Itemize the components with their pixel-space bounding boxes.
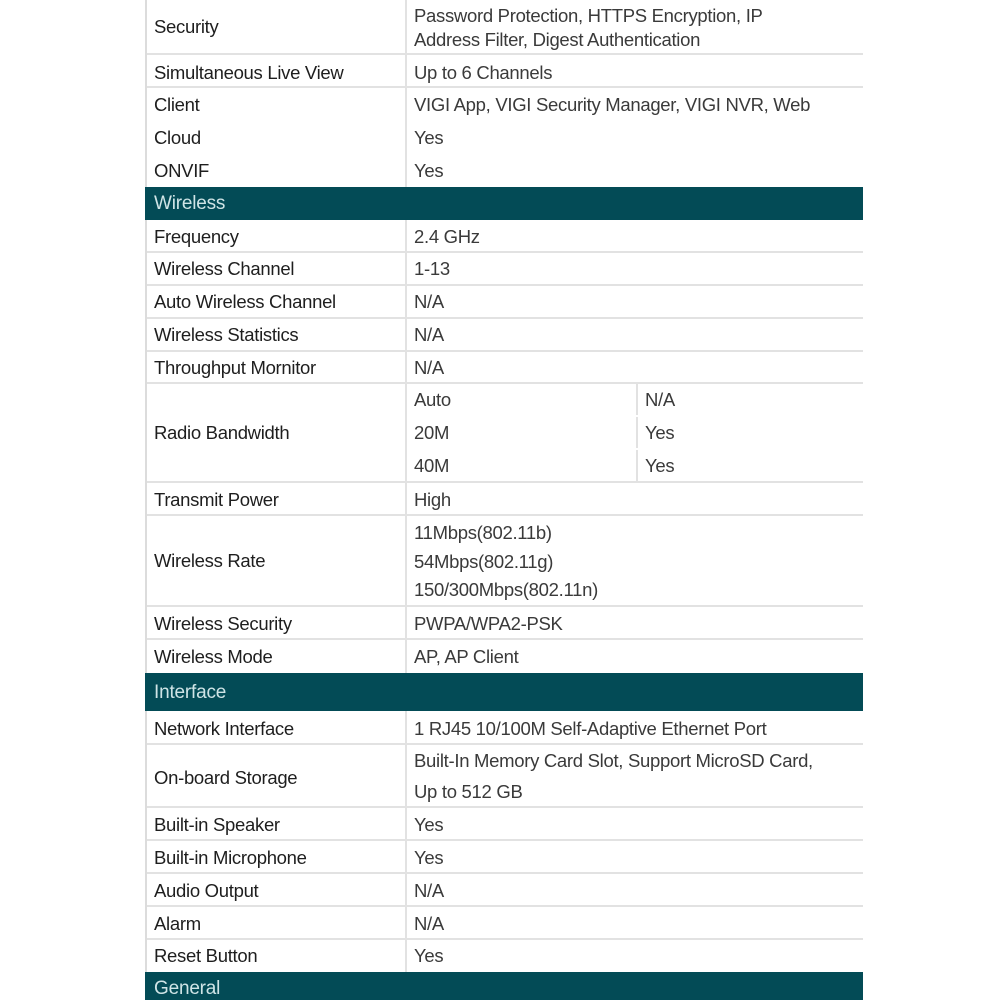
spec-value: Yes: [414, 945, 444, 966]
bandwidth-value: N/A: [645, 389, 675, 410]
spec-row-network-interface: [147, 711, 863, 745]
spec-label: Wireless Mode: [154, 646, 273, 667]
spec-label: ONVIF: [154, 160, 210, 181]
spec-value-cell: [405, 55, 553, 86]
spec-row-radio-bandwidth: [147, 384, 863, 483]
spec-label: On-board Storage: [154, 767, 298, 788]
spec-value: High: [414, 489, 451, 510]
spec-label: Audio Output: [154, 880, 259, 901]
spec-row-wireless-mode: [147, 640, 863, 673]
spec-value-cell: [405, 88, 811, 121]
spec-label: Client: [154, 94, 200, 115]
spec-value: Yes: [414, 847, 444, 868]
spec-row-wireless-channel: [147, 253, 863, 286]
bandwidth-mode: 20M: [414, 422, 450, 443]
spec-value: Yes: [414, 814, 444, 835]
spec-row-frequency: [147, 220, 863, 253]
spec-value-cell: [405, 841, 444, 872]
spec-value: 1-13: [414, 258, 450, 279]
bandwidth-value-cell: [636, 384, 675, 415]
spec-label: Wireless Rate: [154, 550, 266, 571]
spec-row-builtin-microphone: [147, 841, 863, 874]
section-title: Wireless: [154, 193, 226, 214]
spec-value-line: 150/300Mbps(802.11n): [414, 579, 598, 600]
bandwidth-value-cell: [636, 417, 675, 448]
spec-row-wireless-rate: [147, 516, 863, 607]
spec-value: N/A: [414, 357, 444, 378]
spec-value-cell: [405, 154, 444, 187]
section-header-interface: [145, 673, 863, 711]
spec-value-line: Address Filter, Digest Authentication: [414, 29, 701, 50]
spec-value-cell: [405, 384, 675, 481]
spec-value: Yes: [414, 160, 444, 181]
section-header-general: [145, 972, 863, 1000]
spec-value: N/A: [414, 324, 444, 345]
spec-label: Reset Button: [154, 945, 258, 966]
spec-row-onboard-storage: [147, 745, 863, 808]
spec-value-line: Built-In Memory Card Slot, Support MicroSD Card,: [414, 750, 813, 771]
spec-label: Simultaneous Live View: [154, 62, 344, 83]
spec-value: N/A: [414, 291, 444, 312]
spec-value-line: 11Mbps(802.11b): [414, 522, 552, 543]
spec-value-cell: [405, 253, 450, 284]
spec-value-cell: [405, 483, 451, 514]
spec-value: Yes: [414, 127, 444, 148]
spec-label: Security: [154, 16, 219, 37]
spec-label: Cloud: [154, 127, 201, 148]
spec-value-cell: [405, 940, 444, 972]
spec-row-alarm: [147, 907, 863, 940]
spec-row-transmit-power: [147, 483, 863, 516]
spec-label: Alarm: [154, 913, 201, 934]
spec-value-cell: [405, 874, 444, 905]
spec-value-cell: [405, 319, 444, 350]
spec-value-cell: [405, 907, 444, 938]
spec-value: N/A: [414, 880, 444, 901]
spec-row-auto-wireless-channel: [147, 286, 863, 319]
spec-value-line: Up to 512 GB: [414, 781, 523, 802]
spec-value-line: 54Mbps(802.11g): [414, 551, 554, 572]
bandwidth-value: Yes: [645, 455, 675, 476]
spec-value-cell: [405, 808, 444, 839]
section-title: General: [154, 978, 221, 999]
spec-row-onvif: [147, 154, 863, 187]
spec-label: Wireless Channel: [154, 258, 295, 279]
spec-row-reset-button: [147, 940, 863, 972]
spec-table: [145, 0, 861, 1000]
spec-value-cell: [405, 711, 767, 743]
spec-row-wireless-security: [147, 607, 863, 640]
spec-label: Auto Wireless Channel: [154, 291, 336, 312]
bandwidth-mode: Auto: [414, 389, 451, 410]
spec-label: Radio Bandwidth: [154, 422, 290, 443]
spec-label: Network Interface: [154, 718, 294, 739]
spec-value-cell: [405, 607, 563, 638]
spec-value-cell: [405, 352, 444, 382]
spec-row-security: [147, 0, 863, 55]
spec-row-audio-output: [147, 874, 863, 907]
spec-value: N/A: [414, 913, 444, 934]
spec-label: Wireless Statistics: [154, 324, 299, 345]
spec-value: AP, AP Client: [414, 646, 519, 667]
spec-value-cell: [405, 640, 519, 673]
bandwidth-mode: 40M: [414, 455, 450, 476]
spec-value: VIGI App, VIGI Security Manager, VIGI NVR, Web: [414, 94, 811, 115]
spec-row-builtin-speaker: [147, 808, 863, 841]
spec-value-line: Password Protection, HTTPS Encryption, IP: [414, 5, 763, 26]
spec-value-cell: [405, 286, 444, 317]
spec-value: 1 RJ45 10/100M Self-Adaptive Ethernet Port: [414, 718, 767, 739]
spec-label: Wireless Security: [154, 613, 292, 634]
bandwidth-value: Yes: [645, 422, 675, 443]
spec-label: Throughput Mornitor: [154, 357, 316, 378]
spec-label: Frequency: [154, 226, 239, 247]
spec-row-wireless-statistics: [147, 319, 863, 352]
spec-value: 2.4 GHz: [414, 226, 480, 247]
spec-label: Built-in Speaker: [154, 814, 280, 835]
bandwidth-value-cell: [636, 450, 675, 483]
spec-value: Up to 6 Channels: [414, 62, 553, 83]
spec-label: Built-in Microphone: [154, 847, 307, 868]
spec-row-client: [147, 88, 863, 121]
spec-value-cell: [405, 121, 444, 154]
spec-value: PWPA/WPA2-PSK: [414, 613, 563, 634]
spec-row-cloud: [147, 121, 863, 154]
spec-row-simultaneous-live-view: [147, 55, 863, 88]
spec-value-cell: [405, 745, 813, 806]
spec-label: Transmit Power: [154, 489, 279, 510]
section-header-wireless: [145, 187, 863, 220]
spec-row-throughput-monitor: [147, 352, 863, 384]
spec-value-cell: [405, 220, 480, 251]
section-title: Interface: [154, 682, 227, 703]
spec-value-cell: [405, 0, 763, 53]
spec-value-cell: [405, 516, 598, 605]
